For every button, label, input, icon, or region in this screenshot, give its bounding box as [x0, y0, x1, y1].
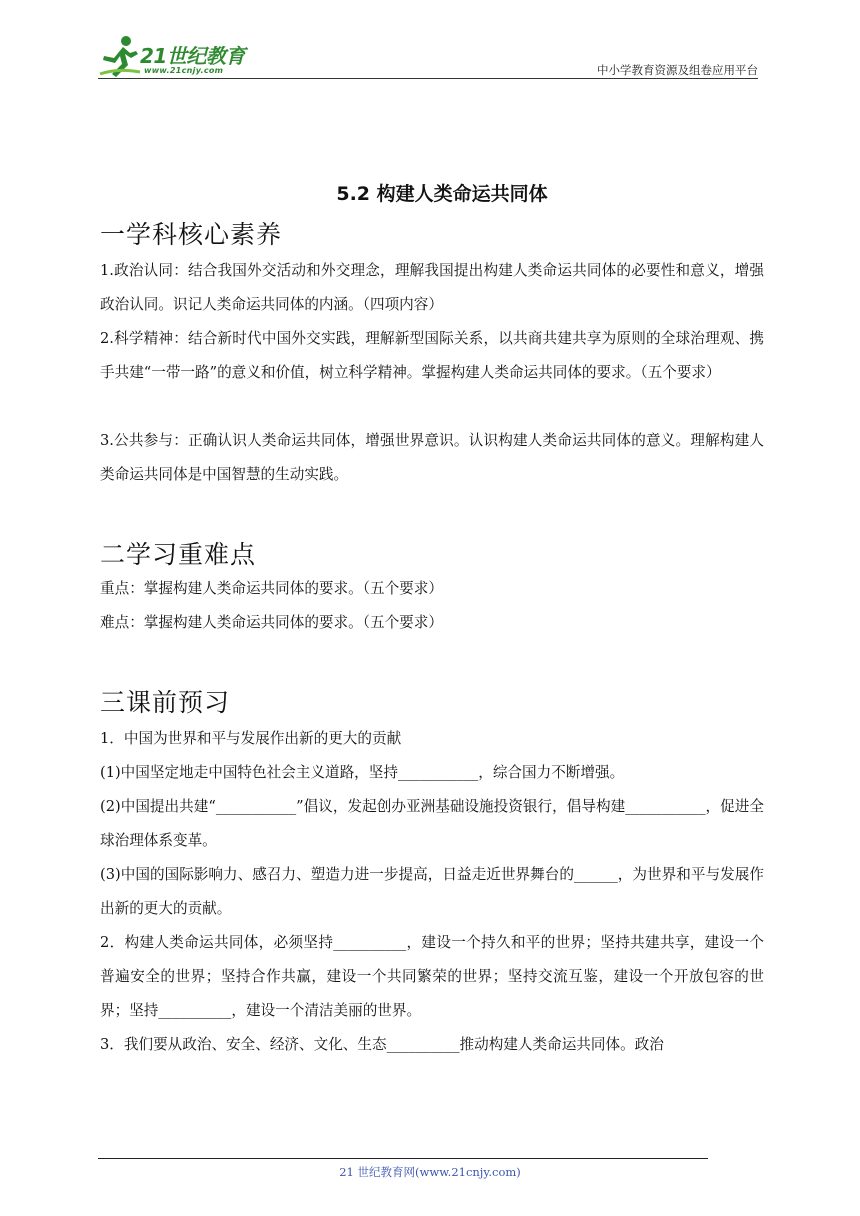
page-title: 5.2 构建人类命运共同体: [336, 183, 548, 205]
logo: [98, 34, 268, 80]
section-heading-preview: 三课前预习: [100, 688, 231, 717]
preview-line-4: (3)中国的国际影响力、感召力、塑造力进一步提高，日益走近世界舞台的______，为世界和平与发展作出新的更大的贡献。: [100, 866, 764, 917]
header-divider: [98, 78, 758, 79]
section-heading-key-points: 二学习重难点: [100, 540, 257, 569]
preview-line-6: 3．我们要从政治、安全、经济、文化、生态__________推动构建人类命运共同体。政治: [100, 1036, 664, 1053]
runner-logo-icon: [98, 34, 142, 80]
platform-label: 中小学教育资源及组卷应用平台: [597, 63, 758, 77]
core-literacy-item-3: 3.公共参与：正确认识人类命运共同体，增强世界意识。认识构建人类命运共同体的意义。理解构建人类命运共同体是中国智慧的生动实践。: [100, 432, 764, 483]
footer-divider: [98, 1158, 708, 1159]
preview-line-2: (1)中国坚定地走中国特色社会主义道路，坚持___________，综合国力不断增强。: [100, 764, 625, 781]
document-body: [100, 180, 764, 1062]
logo-url: www.21cnjy.com: [144, 66, 224, 75]
page-header: [98, 34, 758, 80]
logo-text: 21世纪教育: [140, 44, 245, 68]
preview-line-1: 1．中国为世界和平与发展作出新的更大的贡献: [100, 730, 402, 747]
footer-text: 21 世纪教育网(www.21cnjy.com): [339, 1165, 521, 1179]
core-literacy-item-2: 2.科学精神：结合新时代中国外交实践，理解新型国际关系，以共商共建共享为原则的全球治理观、携手共建“一带一路”的意义和价值，树立科学精神。掌握构建人类命运共同体的要求。（五个要求）: [100, 330, 764, 381]
key-point: 重点：掌握构建人类命运共同体的要求。（五个要求）: [100, 580, 443, 597]
core-literacy-item-1: 1.政治认同：结合我国外交活动和外交理念，理解我国提出构建人类命运共同体的必要性和意义，增强政治认同。识记人类命运共同体的内涵。（四项内容）: [100, 262, 764, 313]
preview-line-3: (2)中国提出共建“___________”倡议，发起创办亚洲基础设施投资银行，倡导构建___________，促进全球治理体系变革。: [100, 798, 764, 849]
difficult-point: 难点：掌握构建人类命运共同体的要求。（五个要求）: [100, 614, 443, 631]
section-heading-core-literacy: 一学科核心素养: [100, 220, 283, 249]
preview-line-5: 2．构建人类命运共同体，必须坚持__________，建设一个持久和平的世界；坚持共建共享，建设一个普遍安全的世界；坚持合作共赢，建设一个共同繁荣的世界；坚持交流互鉴，建设一个开放包容的世界；坚持__________，建设一个清洁美丽的世界。: [100, 934, 764, 1019]
